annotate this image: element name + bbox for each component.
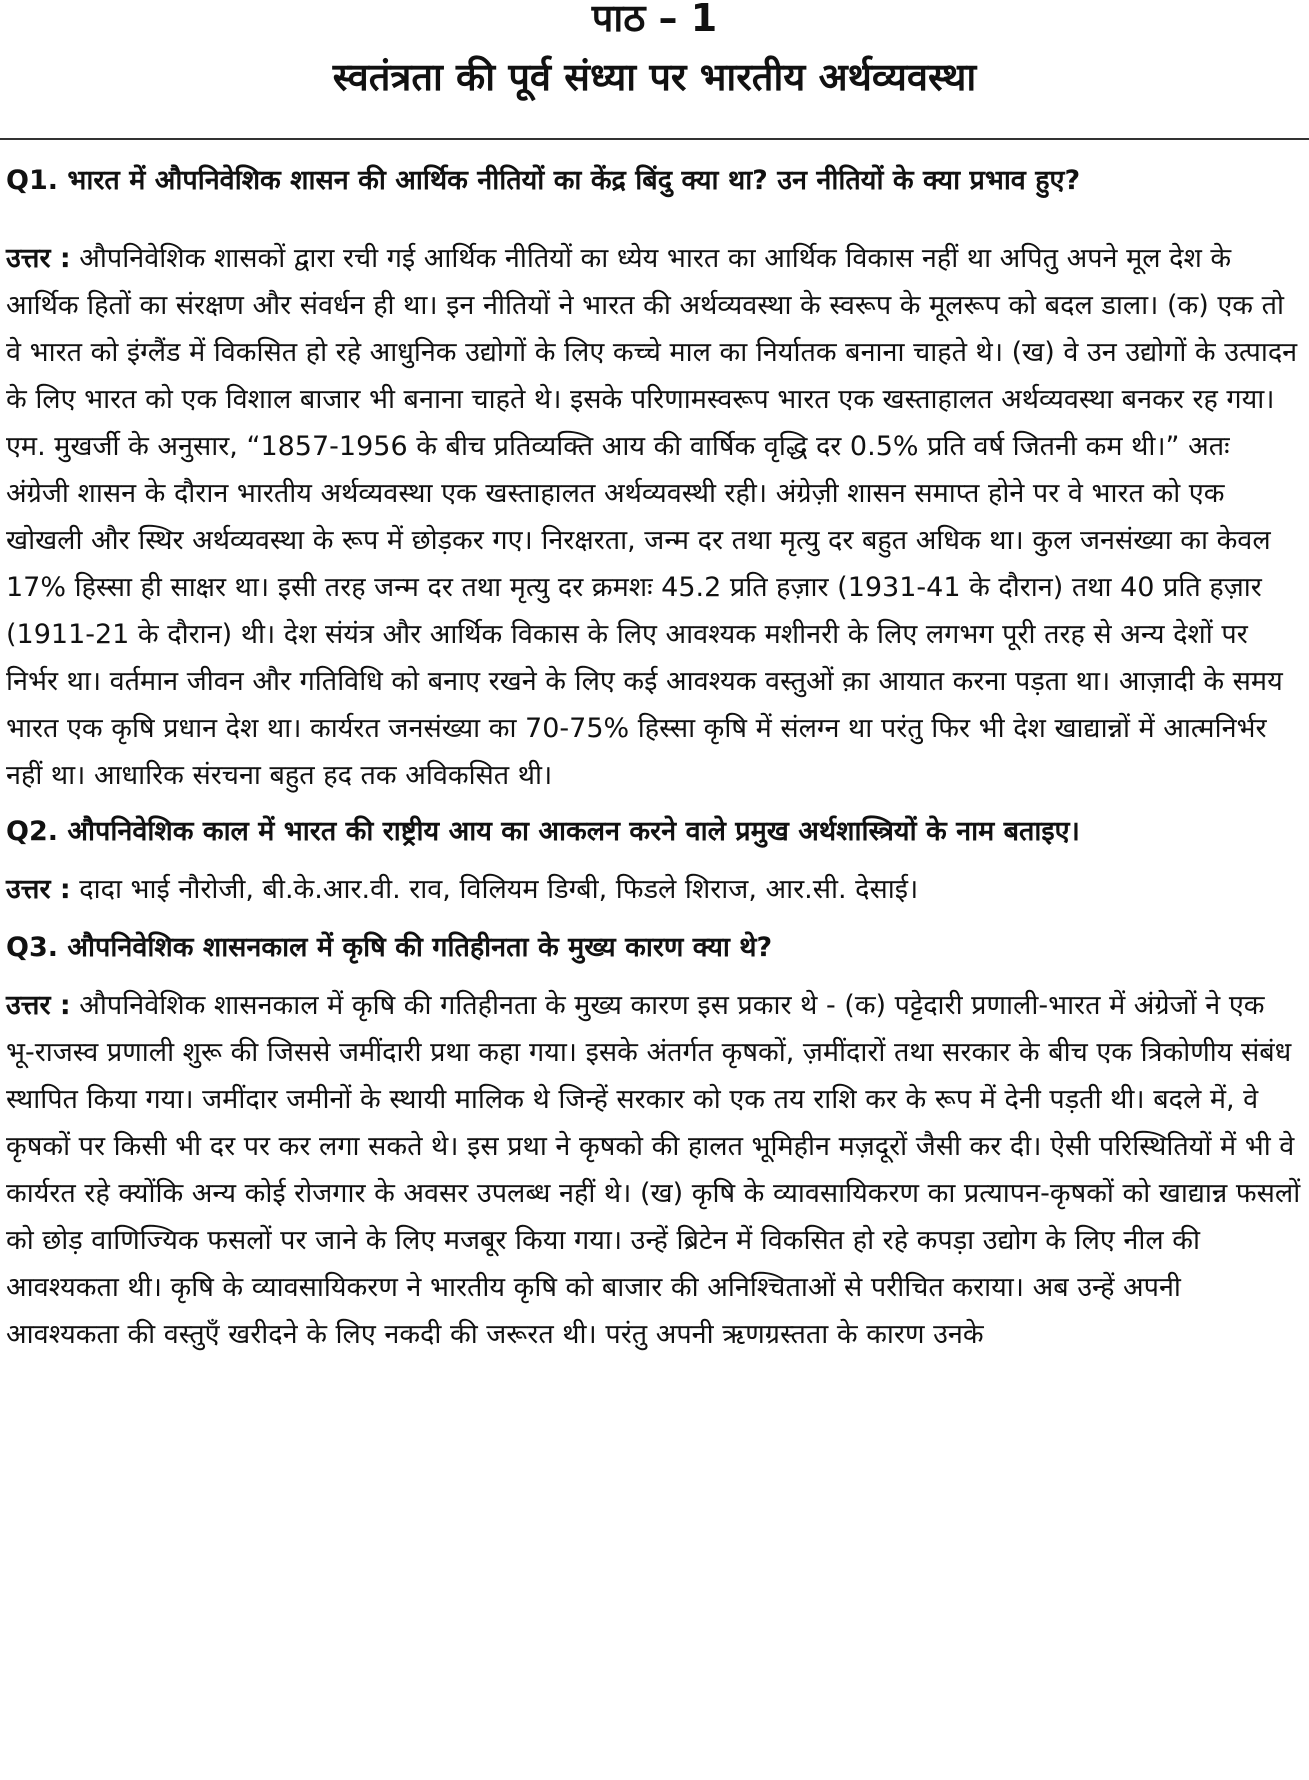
answer-label: उत्तर : (6, 990, 71, 1021)
answer-2-text: दादा भाई नौरोजी, बी.के.आर.वी. राव, विलियम डिग्बी, फिडले शिराज, आर.सी. देसाई। (79, 874, 919, 905)
question-3: Q3. औपनिवेशिक शासनकाल में कृषि की गतिहीनता के मुख्य कारण क्या थे? (6, 932, 773, 963)
answer-3-text: औपनिवेशिक शासनकाल में कृषि की गतिहीनता के मुख्य कारण इस प्रकार थे - (क) पट्टेदारी प्रणाली-भारत में अंग्रेजों ने एक भू-राजस्व प्रणाली शुरू की जिससे जमींदारी प्रथा कहा गया। इसके अंतर्गत कृषकों, ज़मींदारों तथा सरकार के बीच एक त्रिकोणीय संबंध स्थापित किया गया। जमींदार जमीनों के स्थायी मालिक थे जिन्हें सरकार को एक तय राशि कर के रूप में देनी पड़ती थी। बदले में, वे कृषकों पर किसी भी दर पर कर लगा सकते थे। इस प्रथा ने कृषको की हालत भूमिहीन मज़दूरों जैसी कर दी। ऐसी परिस्थितियों में भी वे कार्यरत रहे क्योंकि अन्य कोई रोजगार के अवसर उपलब्ध नहीं थे। (ख) कृषि के व्यावसायिकरण का प्रत्यापन-कृषकों को खाद्यान्न फसलों को छोड़ वाणिज्यिक फसलों पर जाने के लिए मजबूर किया गया। उन्हें ब्रिटेन में विकसित हो रहे कपड़ा उद्योग के लिए नील की आवश्यकता थी। कृषि के व्यावसायिकरण ने भारतीय कृषि को बाजार की अनिश्चिताओं से परीचित कराया। अब उन्हें अपनी आवश्यकता की वस्तुएँ खरीदने के लिए नकदी की जरूरत थी। परंतु अपनी ऋणग्रस्तता के कारण उनके (6, 990, 1301, 1350)
answer-label: उत्तर : (6, 243, 71, 274)
answer-1-text: औपनिवेशिक शासकों द्वारा रची गई आर्थिक नीतियों का ध्येय भारत का आर्थिक विकास नहीं था अपितु अपने मूल देश के आर्थिक हितों का संरक्षण और संवर्धन ही था। इन नीतियों ने भारत की अर्थव्यवस्था के स्वरूप के मूलरूप को बदल डाला। (क) एक तो वे भारत को इंग्लैंड में विकसित हो रहे आधुनिक उद्योगों के लिए कच्चे माल का निर्यातक बनाना चाहते थे। (ख) वे उन उद्योगों के उत्पादन के लिए भारत को एक विशाल बाजार भी बनाना चाहते थे। इसके परिणामस्वरूप भारत एक खस्ताहालत अर्थव्यवस्था बनकर रह गया। एम. मुखर्जी के अनुसार, “1857-1956 के बीच प्रतिव्यक्ति आय की वार्षिक वृद्धि दर 0.5% प्रति वर्ष जितनी कम थी।” अतः अंग्रेजी शासन के दौरान भारतीय अर्थव्यवस्था एक खस्ताहालत अर्थव्यवस्थी रही। अंग्रेज़ी शासन समाप्त होने पर वे भारत को एक खोखली और स्थिर अर्थव्यवस्था के रूप में छोड़कर गए। निरक्षरता, जन्म दर तथा मृत्यु दर बहुत अधिक था। कुल जनसंख्या का केवल 17% हिस्सा ही साक्षर था। इसी तरह जन्म दर तथा मृत्यु दर क्रमशः 45.2 प्रति हज़ार (1931-41 के दौरान) तथा 40 प्रति हज़ार (1911-21 के दौरान) थी। देश संयंत्र और आर्थिक विकास के लिए आवश्यक मशीनरी के लिए लगभग पूरी तरह से अन्य देशों पर निर्भर था। वर्तमान जीवन और गतिविधि को बनाए रखने के लिए कई आवश्यक वस्तुओं क़ा आयात करना पड़ता था। आज़ादी के समय भारत एक कृषि प्रधान देश था। कार्यरत जनसंख्या का 70-75% हिस्सा कृषि में संलग्न था परंतु फिर भी देश खाद्यान्नों में आत्मनिर्भर नहीं था। आधारिक संरचना बहुत हद तक अविकसित थी। (6, 243, 1298, 791)
question-1: Q1. भारत में औपनिवेशिक शासन की आर्थिक नीतियों का केंद्र बिंदु क्या था? उन नीतियों के क्या प्रभाव हुए? (6, 165, 1081, 196)
chapter-number: पाठ – 1 (591, 0, 718, 40)
qa-content (0, 158, 1309, 1358)
chapter-title: स्वतंत्रता की पूर्व संध्या पर भारतीय अर्थव्यवस्था (332, 55, 977, 99)
answer-2 (6, 866, 1301, 913)
answer-label: उत्तर : (6, 874, 71, 905)
page-header (0, 0, 1309, 108)
answer-3 (6, 982, 1301, 1358)
answer-1 (6, 235, 1301, 799)
question-2: Q2. औपनिवेशिक काल में भारत की राष्ट्रीय आय का आकलन करने वाले प्रमुख अर्थशास्त्रियों के नाम बताइए। (6, 816, 1080, 847)
header-divider (0, 138, 1309, 140)
